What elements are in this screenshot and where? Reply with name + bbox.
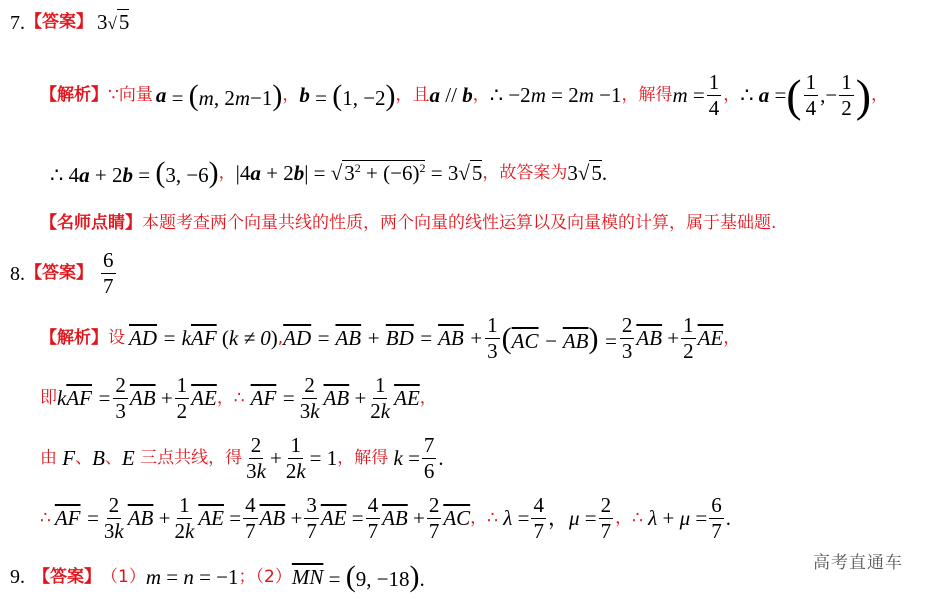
q8-line4: ∴ $\overline{AF}$ = $\frac{2}{3k}$ $\overline{AB}$ + $\frac{1}{2k}$ $\overline{AE}$ = $\frac{4}{7}$ $\overline{AB}$ + $\frac{3}{7}$ $\overline{AE}$ = $\frac{4}{7}$ $\overline{AB}$ + $\frac{2}{7}$ $\overline{AC}$ ，∴ λ = $\frac{4}{7}$ ， μ = $\frac{2}{7}$ ，∴ λ + μ = $\frac{6}{7}$ . — [40, 493, 731, 543]
q8-line1: 【解析】 设 $\overline{AD} = k\overline{AF}$ (k ≠ 0) , $\overline{AD} = \overline{AB} + \overline{BD} = \overline{AB}$ + $\frac{1}{3}$ $(\overline{AC} - \overline{AB})$ = $\frac{2}{3}$ $\overline{AB}$ + $\frac{1}{2}$ $\overline{AE}$ ， — [40, 313, 741, 363]
q9-answer-line: 9. 【答案】 （1） m = n = −1 ；（2） $\overline{MN}$ = (9, −18). — [10, 560, 425, 593]
q7-comment-label: 【名师点睛】 — [40, 213, 142, 233]
q8-analysis-label: 【解析】 — [40, 328, 108, 348]
q7-answer-line — [10, 12, 129, 33]
q8-answer-value: $\frac{6}{7}$ — [103, 248, 114, 298]
q8-number: 8. — [10, 262, 25, 285]
q7-comment-text: 本题考查两个向量共线的性质，两个向量的线性运算以及向量模的计算，属于基础题. — [142, 213, 777, 233]
q7-analysis-line2: ∴ 4a + 2b = (3, −6) ， $|4a + 2b| = √3^2 + (-6)^2 = 3√5$ ，故答案为 3√5. — [50, 156, 608, 189]
q8-line2: 即 $k\overline{AF}$ = $\frac{2}{3}$ $\overline{AB}$ + $\frac{1}{2}$ $\overline{AE}$ ，∴ $\overline{AF}$ = $\frac{2}{3k}$ $\overline{AB}$ + $\frac{1}{2k}$ $\overline{AE}$ ， — [40, 373, 437, 423]
q8-answer-label: 【答案】 — [25, 263, 93, 283]
watermark-logo-text: 高考直通车 — [813, 553, 903, 573]
q7-answer-label: 【答案】 — [25, 12, 93, 32]
q8-line3: 由 F 、 B 、 E 三点共线，得 $\frac{2}{3k}$ + $\frac{1}{2k}$ = 1 ，解得 k = $\frac{7}{6}$ . — [40, 433, 444, 483]
q7-analysis-line1: 【解析】 ∵向量 a = (m, 2m−1) ， b = (1, −2) ，且 a // b ， ∴ −2m = 2m −1 ，解得 m = $\frac{1}{4}$ ， ∴ a = ( $\frac{1}{4}$ ,− $\frac{1}{2}$ ) ， — [40, 69, 889, 121]
q7-answer-value: 3√5 — [97, 10, 130, 34]
q7-comment-line — [40, 215, 776, 232]
q7-frac-m: $\frac{1}{4}$ — [708, 70, 720, 120]
q9-number: 9. — [10, 566, 25, 588]
q8-answer-line — [10, 250, 118, 297]
q7-number: 7. — [10, 11, 25, 34]
q7-analysis-label: 【解析】 — [40, 85, 108, 105]
q9-answer-label: 【答案】 — [33, 566, 101, 587]
